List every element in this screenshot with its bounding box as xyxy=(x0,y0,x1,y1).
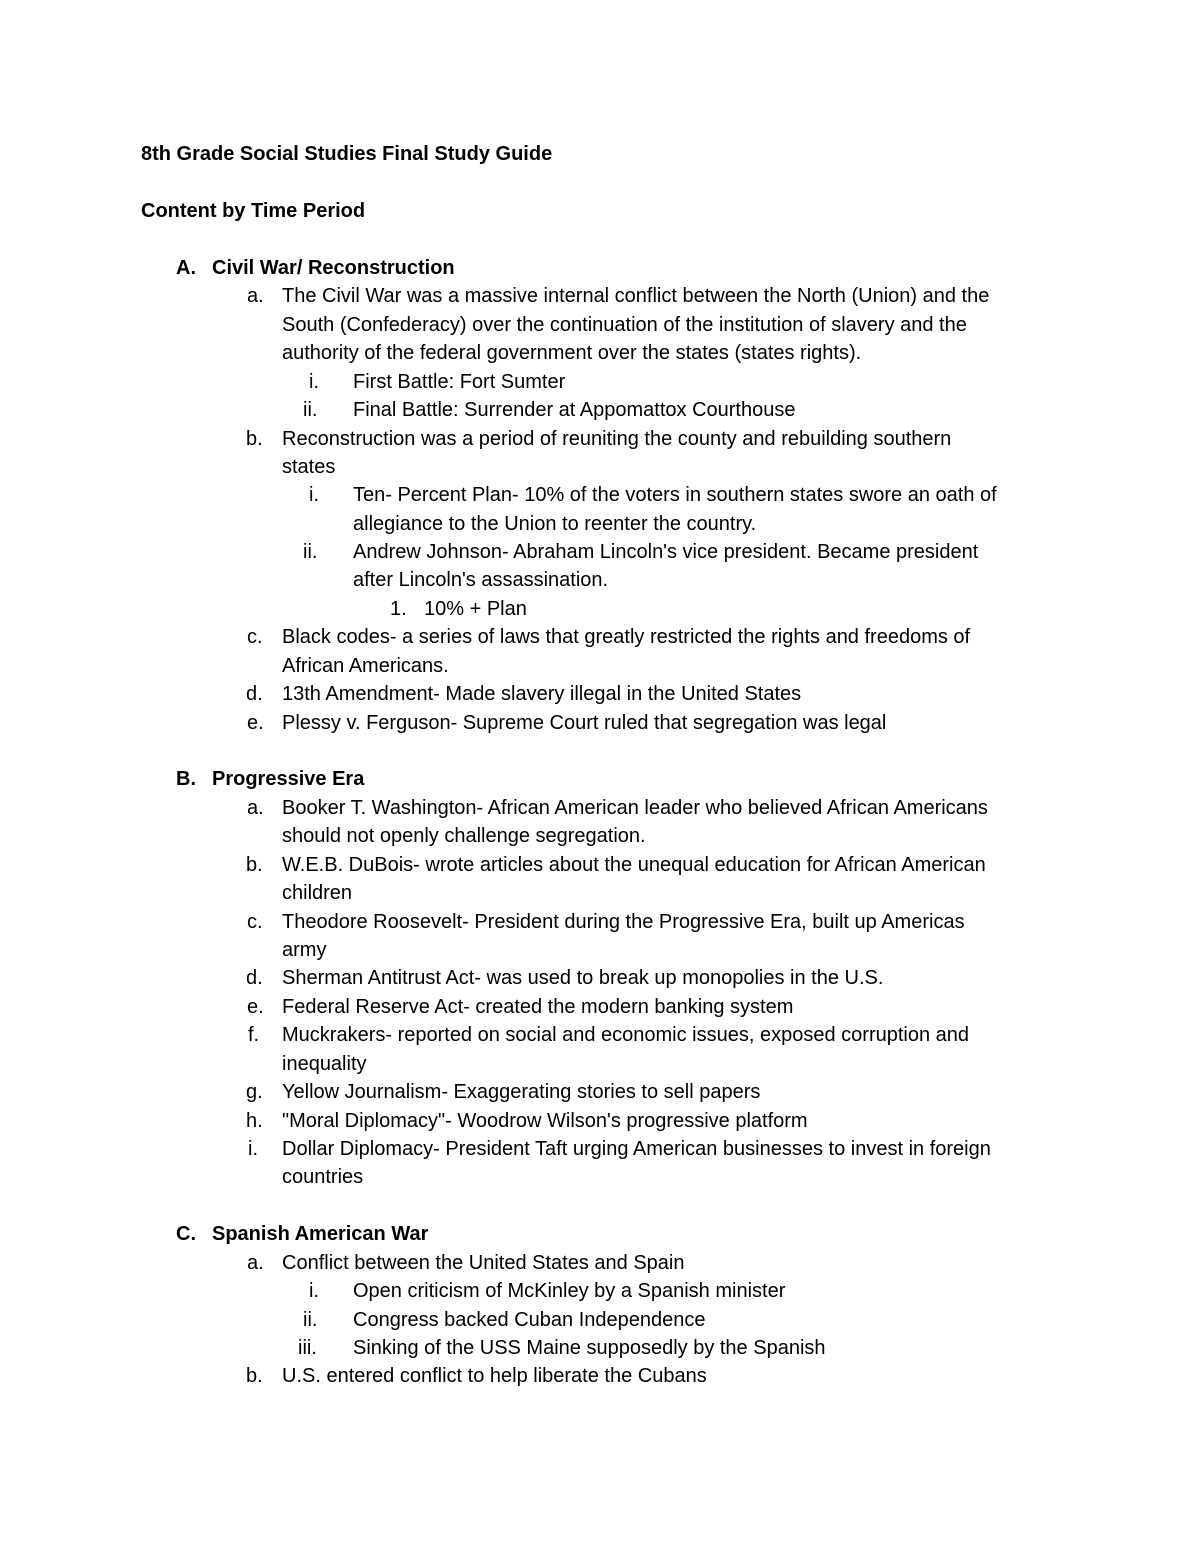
subitem-marker: ii. xyxy=(303,1309,318,1331)
item-marker: d. xyxy=(246,683,263,705)
item-marker: c. xyxy=(247,911,263,933)
item-text: U.S. entered conflict to help liberate the Cubans xyxy=(282,1365,707,1387)
subitem-marker: ii. xyxy=(303,399,318,421)
subitem-text: First Battle: Fort Sumter xyxy=(353,371,566,393)
subsubitem-text: 10% + Plan xyxy=(424,598,527,620)
item-marker: b. xyxy=(246,854,263,876)
doc-title: 8th Grade Social Studies Final Study Guide xyxy=(141,143,553,165)
item-text: "Moral Diplomacy"- Woodrow Wilson's progressive platform xyxy=(282,1110,808,1132)
item-marker: d. xyxy=(246,967,263,989)
item-text: authority of the federal government over the states (states rights). xyxy=(282,342,862,364)
subitem-text: Sinking of the USS Maine supposedly by the Spanish xyxy=(353,1337,826,1359)
item-marker: e. xyxy=(247,712,264,734)
subitem-text: after Lincoln's assassination. xyxy=(353,569,609,591)
item-text: W.E.B. DuBois- wrote articles about the unequal education for African American xyxy=(282,854,986,876)
item-text: Yellow Journalism- Exaggerating stories to sell papers xyxy=(282,1081,761,1103)
item-text: African Americans. xyxy=(282,655,449,677)
section-heading: Spanish American War xyxy=(212,1223,429,1245)
item-text: Conflict between the United States and Spain xyxy=(282,1252,685,1274)
subsubitem-marker: 1. xyxy=(390,598,407,620)
subitem-text: Andrew Johnson- Abraham Lincoln's vice president. Became president xyxy=(353,541,979,563)
item-text: inequality xyxy=(282,1053,367,1075)
subitem-marker: iii. xyxy=(298,1337,317,1359)
subitem-text: Congress backed Cuban Independence xyxy=(353,1309,706,1331)
subitem-marker: i. xyxy=(309,484,319,506)
section-marker: C. xyxy=(176,1223,196,1245)
doc-subtitle: Content by Time Period xyxy=(141,200,366,222)
section-heading: Civil War/ Reconstruction xyxy=(212,257,455,279)
item-text: The Civil War was a massive internal conflict between the North (Union) and the xyxy=(282,285,990,307)
subitem-text: Open criticism of McKinley by a Spanish minister xyxy=(353,1280,786,1302)
item-marker: h. xyxy=(246,1110,263,1132)
item-text: army xyxy=(282,939,327,961)
item-text: Theodore Roosevelt- President during the Progressive Era, built up Americas xyxy=(282,911,965,933)
item-text: Muckrakers- reported on social and economic issues, exposed corruption and xyxy=(282,1024,970,1046)
subitem-text: Ten- Percent Plan- 10% of the voters in southern states swore an oath of xyxy=(353,484,997,506)
item-marker: e. xyxy=(247,996,264,1018)
subitem-text: allegiance to the Union to reenter the country. xyxy=(353,513,757,535)
item-text: Dollar Diplomacy- President Taft urging American businesses to invest in foreign xyxy=(282,1138,991,1160)
item-marker: b. xyxy=(246,1365,263,1387)
subitem-marker: i. xyxy=(309,1280,319,1302)
item-text: Federal Reserve Act- created the modern banking system xyxy=(282,996,794,1018)
item-text: countries xyxy=(282,1166,364,1188)
item-text: children xyxy=(282,882,353,904)
item-text: should not openly challenge segregation. xyxy=(282,825,646,847)
item-marker: a. xyxy=(247,285,264,307)
item-marker: a. xyxy=(247,1252,264,1274)
item-text: Black codes- a series of laws that greatly restricted the rights and freedoms of xyxy=(282,626,971,648)
item-text: states xyxy=(282,456,336,478)
item-text: Reconstruction was a period of reuniting the county and rebuilding southern xyxy=(282,428,952,450)
item-marker: g. xyxy=(246,1081,263,1103)
item-text: Sherman Antitrust Act- was used to break up monopolies in the U.S. xyxy=(282,967,884,989)
subitem-marker: ii. xyxy=(303,541,318,563)
item-text: Plessy v. Ferguson- Supreme Court ruled that segregation was legal xyxy=(282,712,887,734)
item-text: Booker T. Washington- African American leader who believed African Americans xyxy=(282,797,988,819)
item-marker: i. xyxy=(248,1138,258,1160)
subitem-marker: i. xyxy=(309,371,319,393)
item-marker: f. xyxy=(248,1024,260,1046)
section-marker: A. xyxy=(176,257,196,279)
item-marker: b. xyxy=(246,428,263,450)
item-text: South (Confederacy) over the continuation of the institution of slavery and the xyxy=(282,314,967,336)
item-marker: a. xyxy=(247,797,264,819)
item-marker: c. xyxy=(247,626,263,648)
section-marker: B. xyxy=(176,768,196,790)
item-text: 13th Amendment- Made slavery illegal in the United States xyxy=(282,683,802,705)
subitem-text: Final Battle: Surrender at Appomattox Courthouse xyxy=(353,399,796,421)
section-heading: Progressive Era xyxy=(212,768,365,790)
